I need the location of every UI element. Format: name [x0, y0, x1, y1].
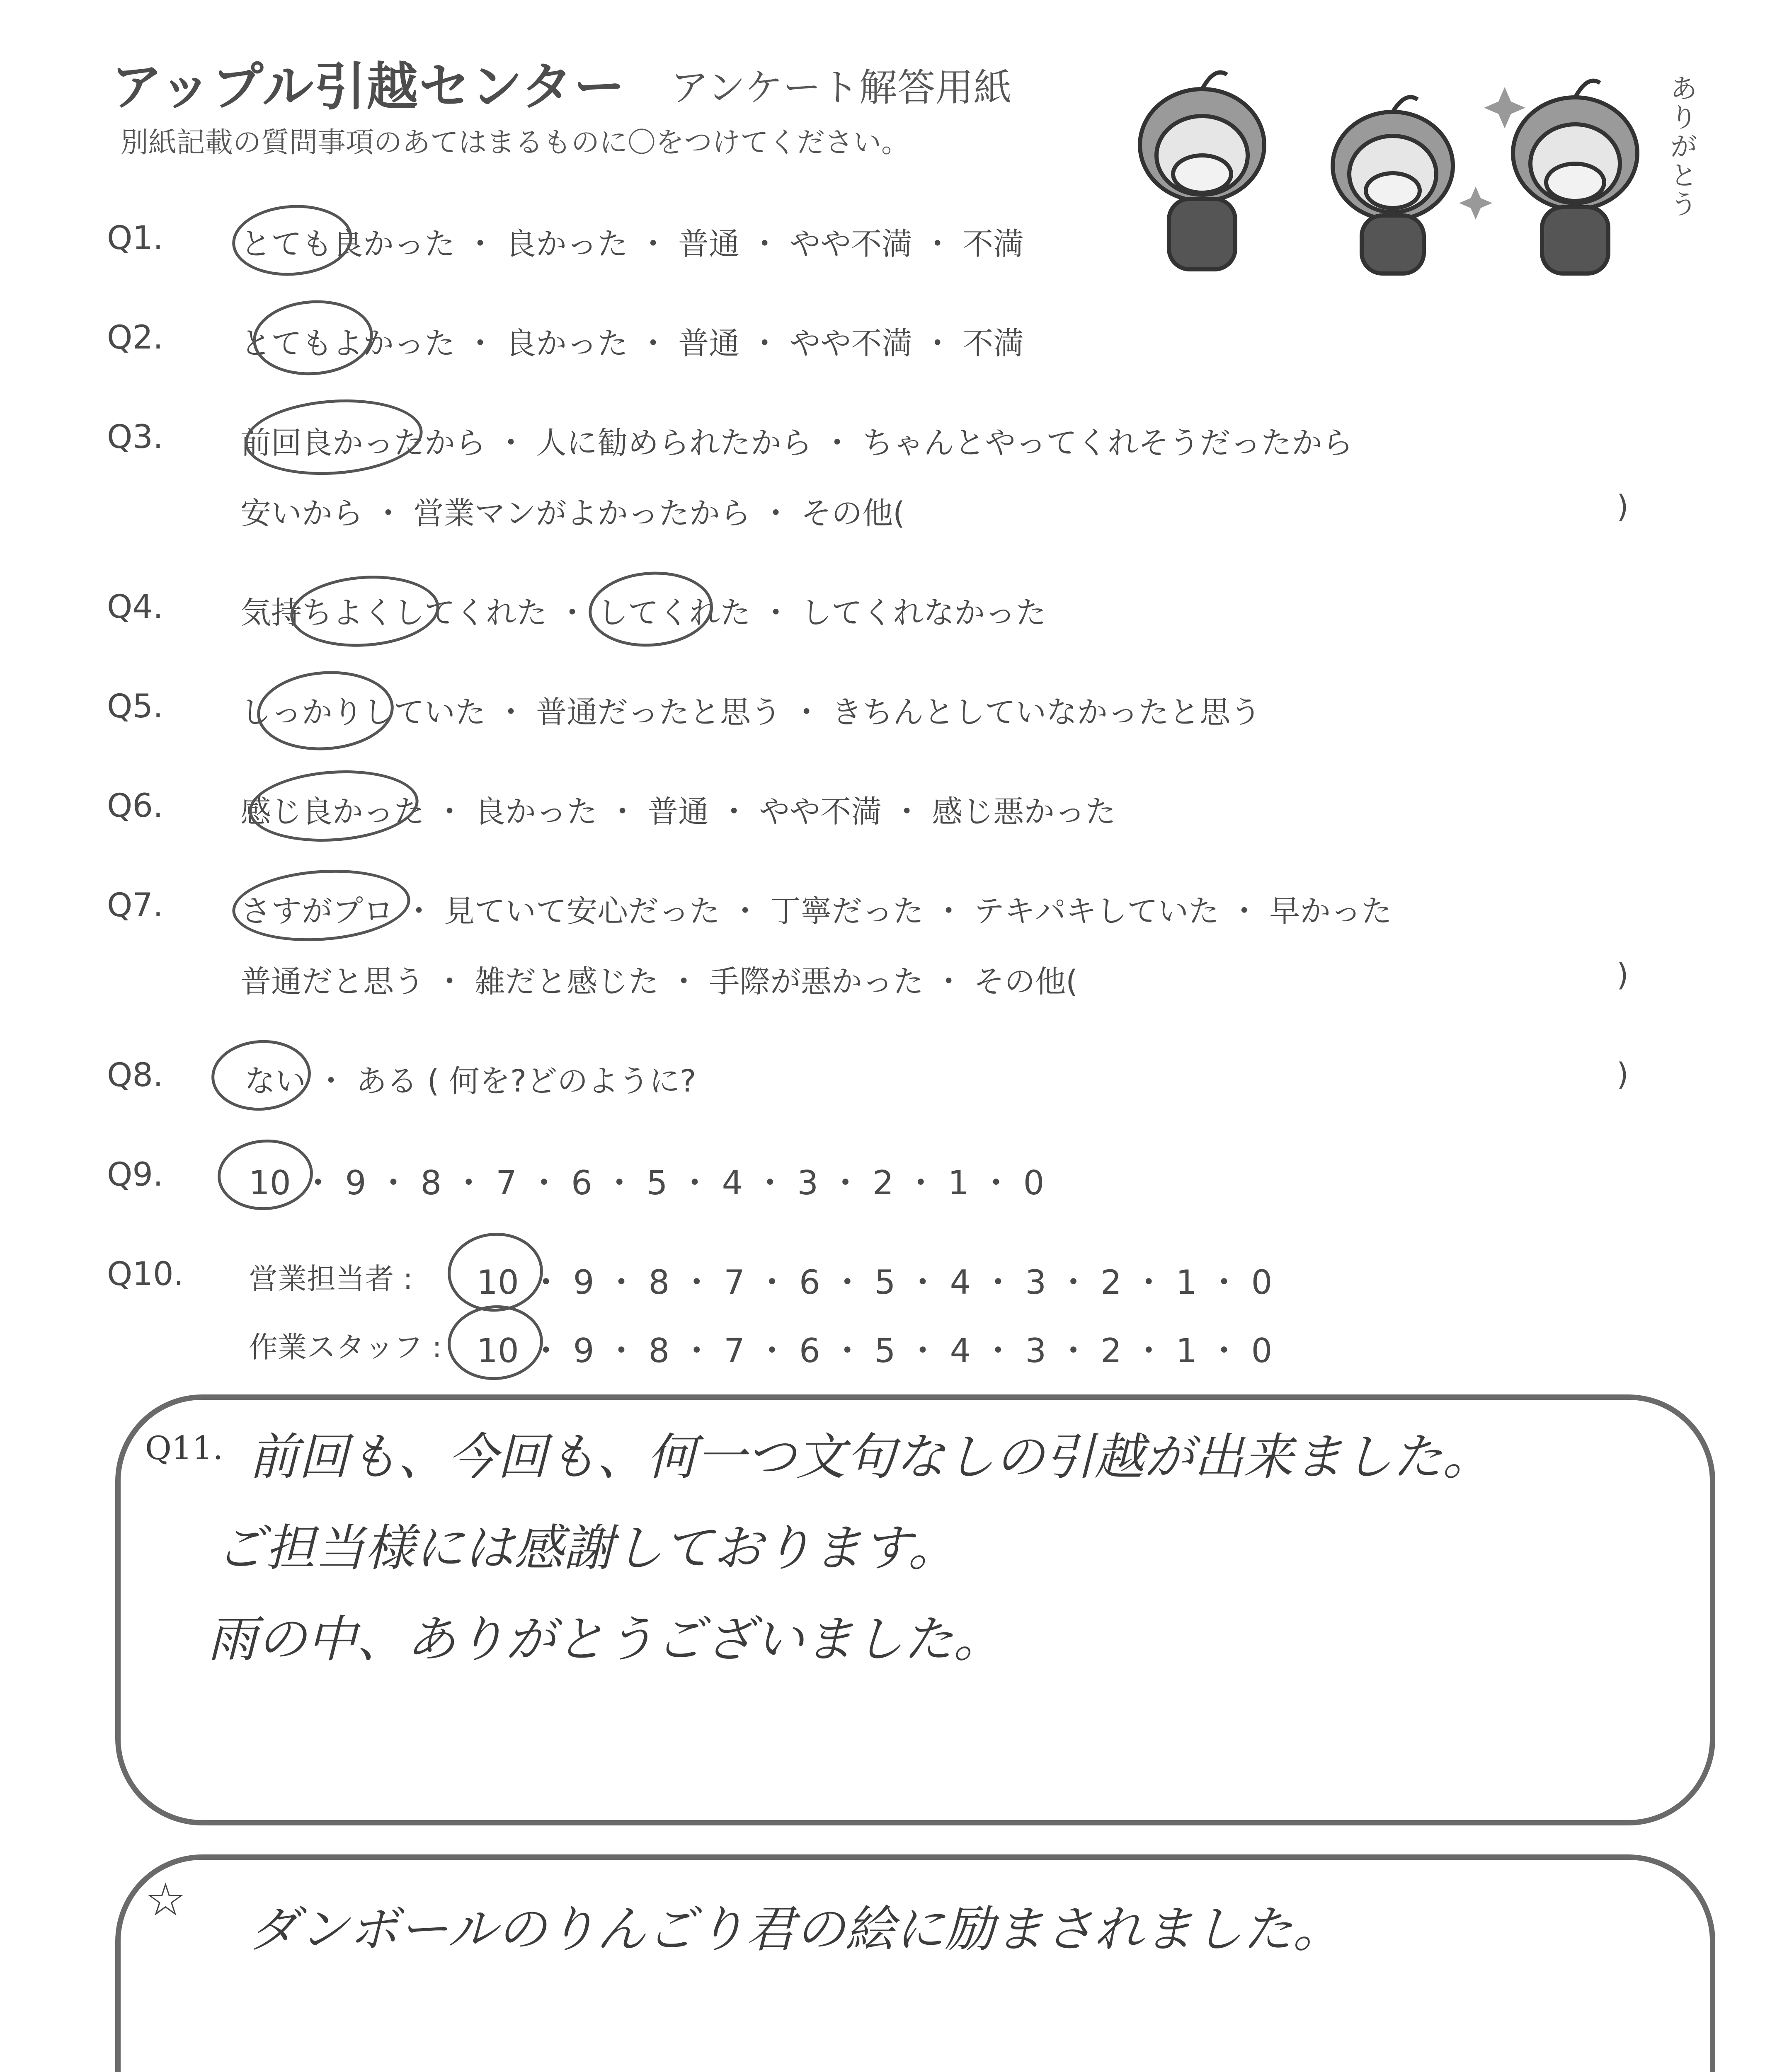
mascot-illustration	[1119, 50, 1691, 282]
q7-label: Q7.	[107, 887, 163, 924]
q7-options-line2: 普通だと思う ・ 雑だと感じた ・ 手際が悪かった ・ その他(	[240, 964, 1078, 1000]
q10-staff-scale: 10 ・ 9 ・ 8 ・ 7 ・ 6 ・ 5 ・ 4 ・ 3 ・ 2 ・ 1 ・ 0	[477, 1331, 1273, 1370]
q3-label: Q3.	[107, 419, 163, 456]
form-subtitle: アンケート解答用紙	[671, 65, 1012, 110]
q2-label: Q2.	[107, 319, 163, 356]
q6-label: Q6.	[107, 787, 163, 825]
q10-sales-scale: 10 ・ 9 ・ 8 ・ 7 ・ 6 ・ 5 ・ 4 ・ 3 ・ 2 ・ 1 ・ 0	[477, 1263, 1273, 1302]
q6-answer-circle	[247, 765, 421, 847]
star-icon: ☆	[145, 1873, 186, 1926]
q3-options-line1: 前回良かったから ・ 人に勧められたから ・ ちゃんとやってくれそうだったから	[240, 425, 1353, 461]
q11-comment-line2: ご担当様には感謝しております。	[216, 1520, 958, 1577]
q9-scale: 10 ・ 9 ・ 8 ・ 7 ・ 6 ・ 5 ・ 4 ・ 3 ・ 2 ・ 1 ・ 0	[249, 1164, 1045, 1202]
q4-options: 気持ちよくしてくれた ・ してくれた ・ してくれなかった	[240, 595, 1047, 631]
form-title: アップル引越センター	[111, 57, 626, 117]
q7-answer-circle	[230, 864, 413, 947]
q1-options: とても良かった ・ 良かった ・ 普通 ・ やや不満 ・ 不満	[240, 226, 1024, 262]
q10-staff-label: 作業スタッフ :	[249, 1330, 442, 1364]
q2-options: とてもよかった ・ 良かった ・ 普通 ・ やや不満 ・ 不満	[240, 326, 1024, 361]
q7-options-line1: さすがプロ ・ 見ていて安心だった ・ 丁寧だった ・ テキパキしていた ・ 早かった	[240, 893, 1392, 929]
instruction-text: 別紙記載の質問事項のあてはまるものに〇をつけてください。	[120, 126, 910, 159]
q3-close-paren: )	[1617, 489, 1629, 525]
star-comment-text: ダンボールのりんごり君の絵に励まされました。	[249, 1901, 1343, 1958]
q11-comment-line3: 雨の中、ありがとうございました。	[207, 1611, 1003, 1668]
q8-label: Q8.	[107, 1057, 163, 1094]
thanks-text: ありがとう	[1670, 74, 1697, 220]
q8-answer-circle	[209, 1037, 313, 1114]
q3-answer-circle	[242, 394, 425, 481]
q8-close-paren: )	[1617, 1057, 1629, 1092]
mascot-monkey-right-icon	[1513, 81, 1637, 274]
q10-label: Q10.	[107, 1256, 184, 1293]
mascot-monkey-left-icon	[1140, 73, 1264, 269]
q7-close-paren: )	[1617, 957, 1629, 993]
q5-label: Q5.	[107, 688, 163, 725]
q6-options: 感じ良かった ・ 良かった ・ 普通 ・ やや不満 ・ 感じ悪かった	[240, 794, 1116, 830]
q9-label: Q9.	[107, 1156, 163, 1193]
q11-comment-line1: 前回も、今回も、何一つ文句なしの引越が出来ました。	[249, 1428, 1492, 1486]
q4-answer-circle-1	[288, 571, 442, 652]
q10-sales-label: 営業担当者 :	[249, 1262, 413, 1296]
q5-options: しっかりしていた ・ 普通だったと思う ・ きちんとしていなかったと思う	[240, 695, 1261, 730]
q8-options: ない ・ ある ( 何を?どのように?	[245, 1063, 696, 1099]
q1-answer-circle	[230, 201, 354, 280]
q1-label: Q1.	[107, 220, 163, 257]
q11-label: Q11.	[145, 1430, 223, 1467]
mascot-monkey-center-icon	[1333, 97, 1453, 274]
q3-options-line2: 安いから ・ 営業マンがよかったから ・ その他(	[240, 496, 905, 531]
star-comment-box	[115, 1854, 1715, 2072]
q5-answer-circle	[255, 667, 396, 755]
q4-answer-circle-2	[586, 568, 715, 651]
q2-answer-circle	[250, 296, 376, 379]
q4-label: Q4.	[107, 588, 163, 626]
